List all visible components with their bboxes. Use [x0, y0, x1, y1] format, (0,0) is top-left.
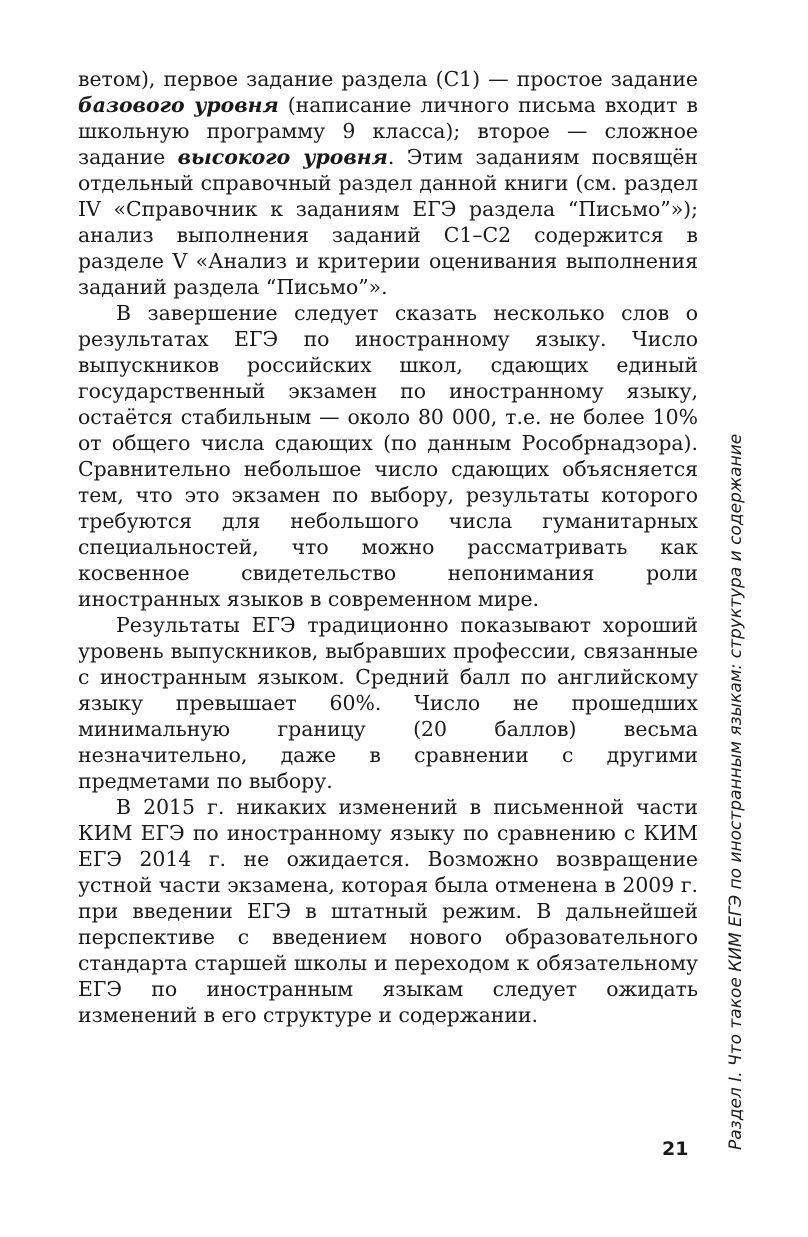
paragraph-1-part-1: ветом), первое задание раздела (С1) — простое задание	[78, 67, 698, 91]
running-head: Раздел I. Что такое КИМ ЕГЭ по иностранным языкам: структура и содержание	[726, 433, 746, 1150]
paragraph-1-part-2: (написание личного письма входит в школьную программу 9 класса); второе — сложное задание	[78, 93, 698, 169]
term-high-level: высокого уровня	[177, 145, 388, 169]
term-basic-level: базового уровня	[78, 93, 279, 117]
paragraph-1-part-3: . Этим заданиям посвящён отдельный справочный раздел данной книги (см. раздел IV «Справочник к заданиям ЕГЭ раздела “Письмо”»); анализ выполнения заданий С1–С2 содержится в разделе V «Анализ и критерии оценивания выполнения заданий раздела “Письмо”».	[78, 145, 698, 299]
body-text	[78, 66, 698, 1028]
page-number: 21	[662, 1138, 689, 1160]
paragraph-1	[78, 66, 698, 300]
paragraph-2: В завершение следует сказать несколько слов о результатах ЕГЭ по иностранному языку. Число выпускников российских школ, сдающих единый государственный экзамен по иностранному языку, остаётся стабильным — около 80 000, т.е. не более 10% от общего числа сдающих (по данным Рособрнадзора). Сравнительно небольшое число сдающих объясняется тем, что это экзамен по выбору, результаты которого требуются для небольшого числа гуманитарных специальностей, что можно рассматривать как косвенное свидетельство непонимания роли иностранных языков в современном мире.	[78, 301, 698, 611]
paragraph-3: Результаты ЕГЭ традиционно показывают хороший уровень выпускников, выбравших профессии, связанные с иностранным языком. Средний балл по английскому языку превышает 60%. Число не прошедших минимальную границу (20 баллов) весьма незначительно, даже в сравнении с другими предметами по выбору.	[78, 613, 698, 793]
paragraph-4: В 2015 г. никаких изменений в письменной части КИМ ЕГЭ по иностранному языку по сравнению с КИМ ЕГЭ 2014 г. не ожидается. Возможно возвращение устной части экзамена, которая была отменена в 2009 г. при введении ЕГЭ в штатный режим. В дальнейшей перспективе с введением нового образовательного стандарта старшей школы и переходом к обязательному ЕГЭ по иностранным языкам следует ожидать изменений в его структуре и содержании.	[78, 795, 698, 1027]
